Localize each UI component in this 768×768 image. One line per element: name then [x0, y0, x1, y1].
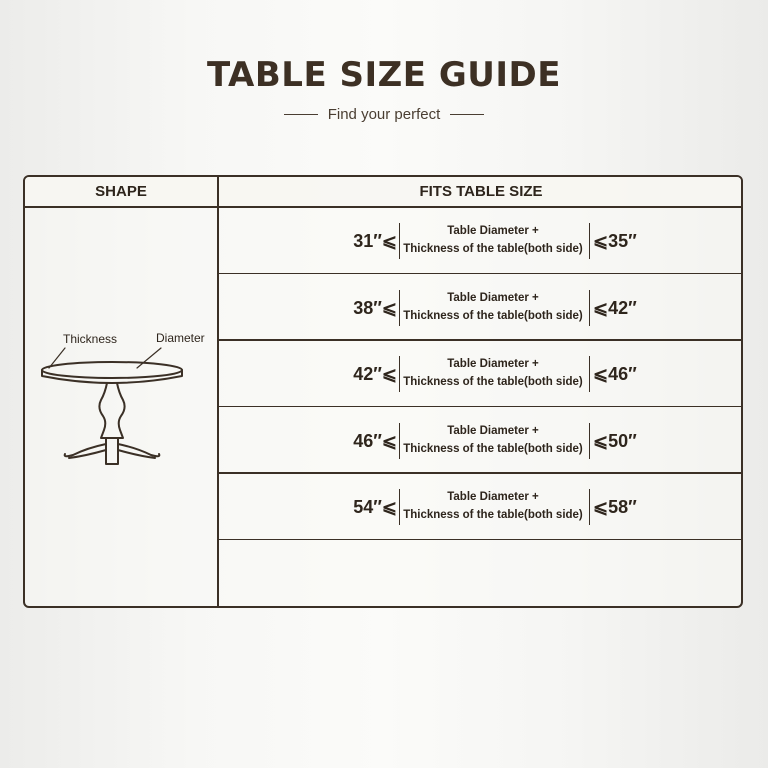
formula-line-1: Table Diameter + — [447, 491, 539, 503]
formula-line-1: Table Diameter + — [447, 225, 539, 237]
page-title: TABLE SIZE GUIDE — [207, 55, 561, 95]
max-size: ⩽46″ — [593, 364, 637, 384]
formula-line-1: Table Diameter + — [447, 424, 539, 437]
size-row — [219, 275, 743, 341]
row-separator — [589, 356, 590, 392]
formula-line-2: Thickness of the table(both side) — [403, 509, 583, 521]
subtitle-left-rule — [284, 114, 318, 115]
size-row — [219, 474, 743, 540]
size-guide-table — [23, 175, 743, 608]
thickness-label: Thickness — [63, 332, 118, 346]
size-row — [219, 208, 743, 274]
header-shape: SHAPE — [25, 177, 217, 206]
size-formula — [399, 488, 587, 524]
min-size: 54″⩽ — [353, 497, 397, 517]
formula-line-1: Table Diameter + — [447, 358, 539, 370]
formula-line-2: Thickness of the table(both side) — [403, 309, 583, 322]
row-separator — [589, 489, 590, 525]
size-row — [219, 408, 743, 474]
row-separator — [589, 223, 590, 259]
formula-line-2: Thickness of the table(both side) — [403, 243, 583, 255]
size-formula — [399, 289, 587, 325]
diameter-label: Diameter — [156, 331, 205, 345]
formula-line-2: Thickness of the table(both side) — [403, 376, 583, 388]
formula-line-1: Table Diameter + — [447, 291, 539, 304]
shape-cell — [25, 208, 217, 608]
subtitle — [0, 104, 768, 124]
header-fits-table-size: FITS TABLE SIZE — [219, 177, 743, 206]
formula-line-2: Thickness of the table(both side) — [403, 442, 583, 455]
min-size: 42″⩽ — [353, 364, 397, 384]
row-divider — [219, 539, 743, 541]
subtitle-right-rule — [450, 114, 484, 115]
row-separator — [589, 290, 590, 326]
max-size: ⩽35″ — [593, 231, 637, 251]
max-size: ⩽58″ — [593, 497, 637, 517]
size-formula — [399, 355, 587, 391]
size-formula — [399, 222, 587, 258]
min-size: 31″⩽ — [353, 231, 397, 251]
min-size: 38″⩽ — [353, 297, 397, 318]
min-size: 46″⩽ — [353, 430, 397, 451]
subtitle-text: Find your perfect — [327, 105, 441, 123]
max-size: ⩽50″ — [593, 430, 637, 451]
size-row — [219, 341, 743, 407]
round-table-icon — [25, 208, 217, 608]
size-formula — [399, 422, 587, 458]
max-size: ⩽42″ — [593, 297, 637, 318]
row-separator — [589, 423, 590, 459]
